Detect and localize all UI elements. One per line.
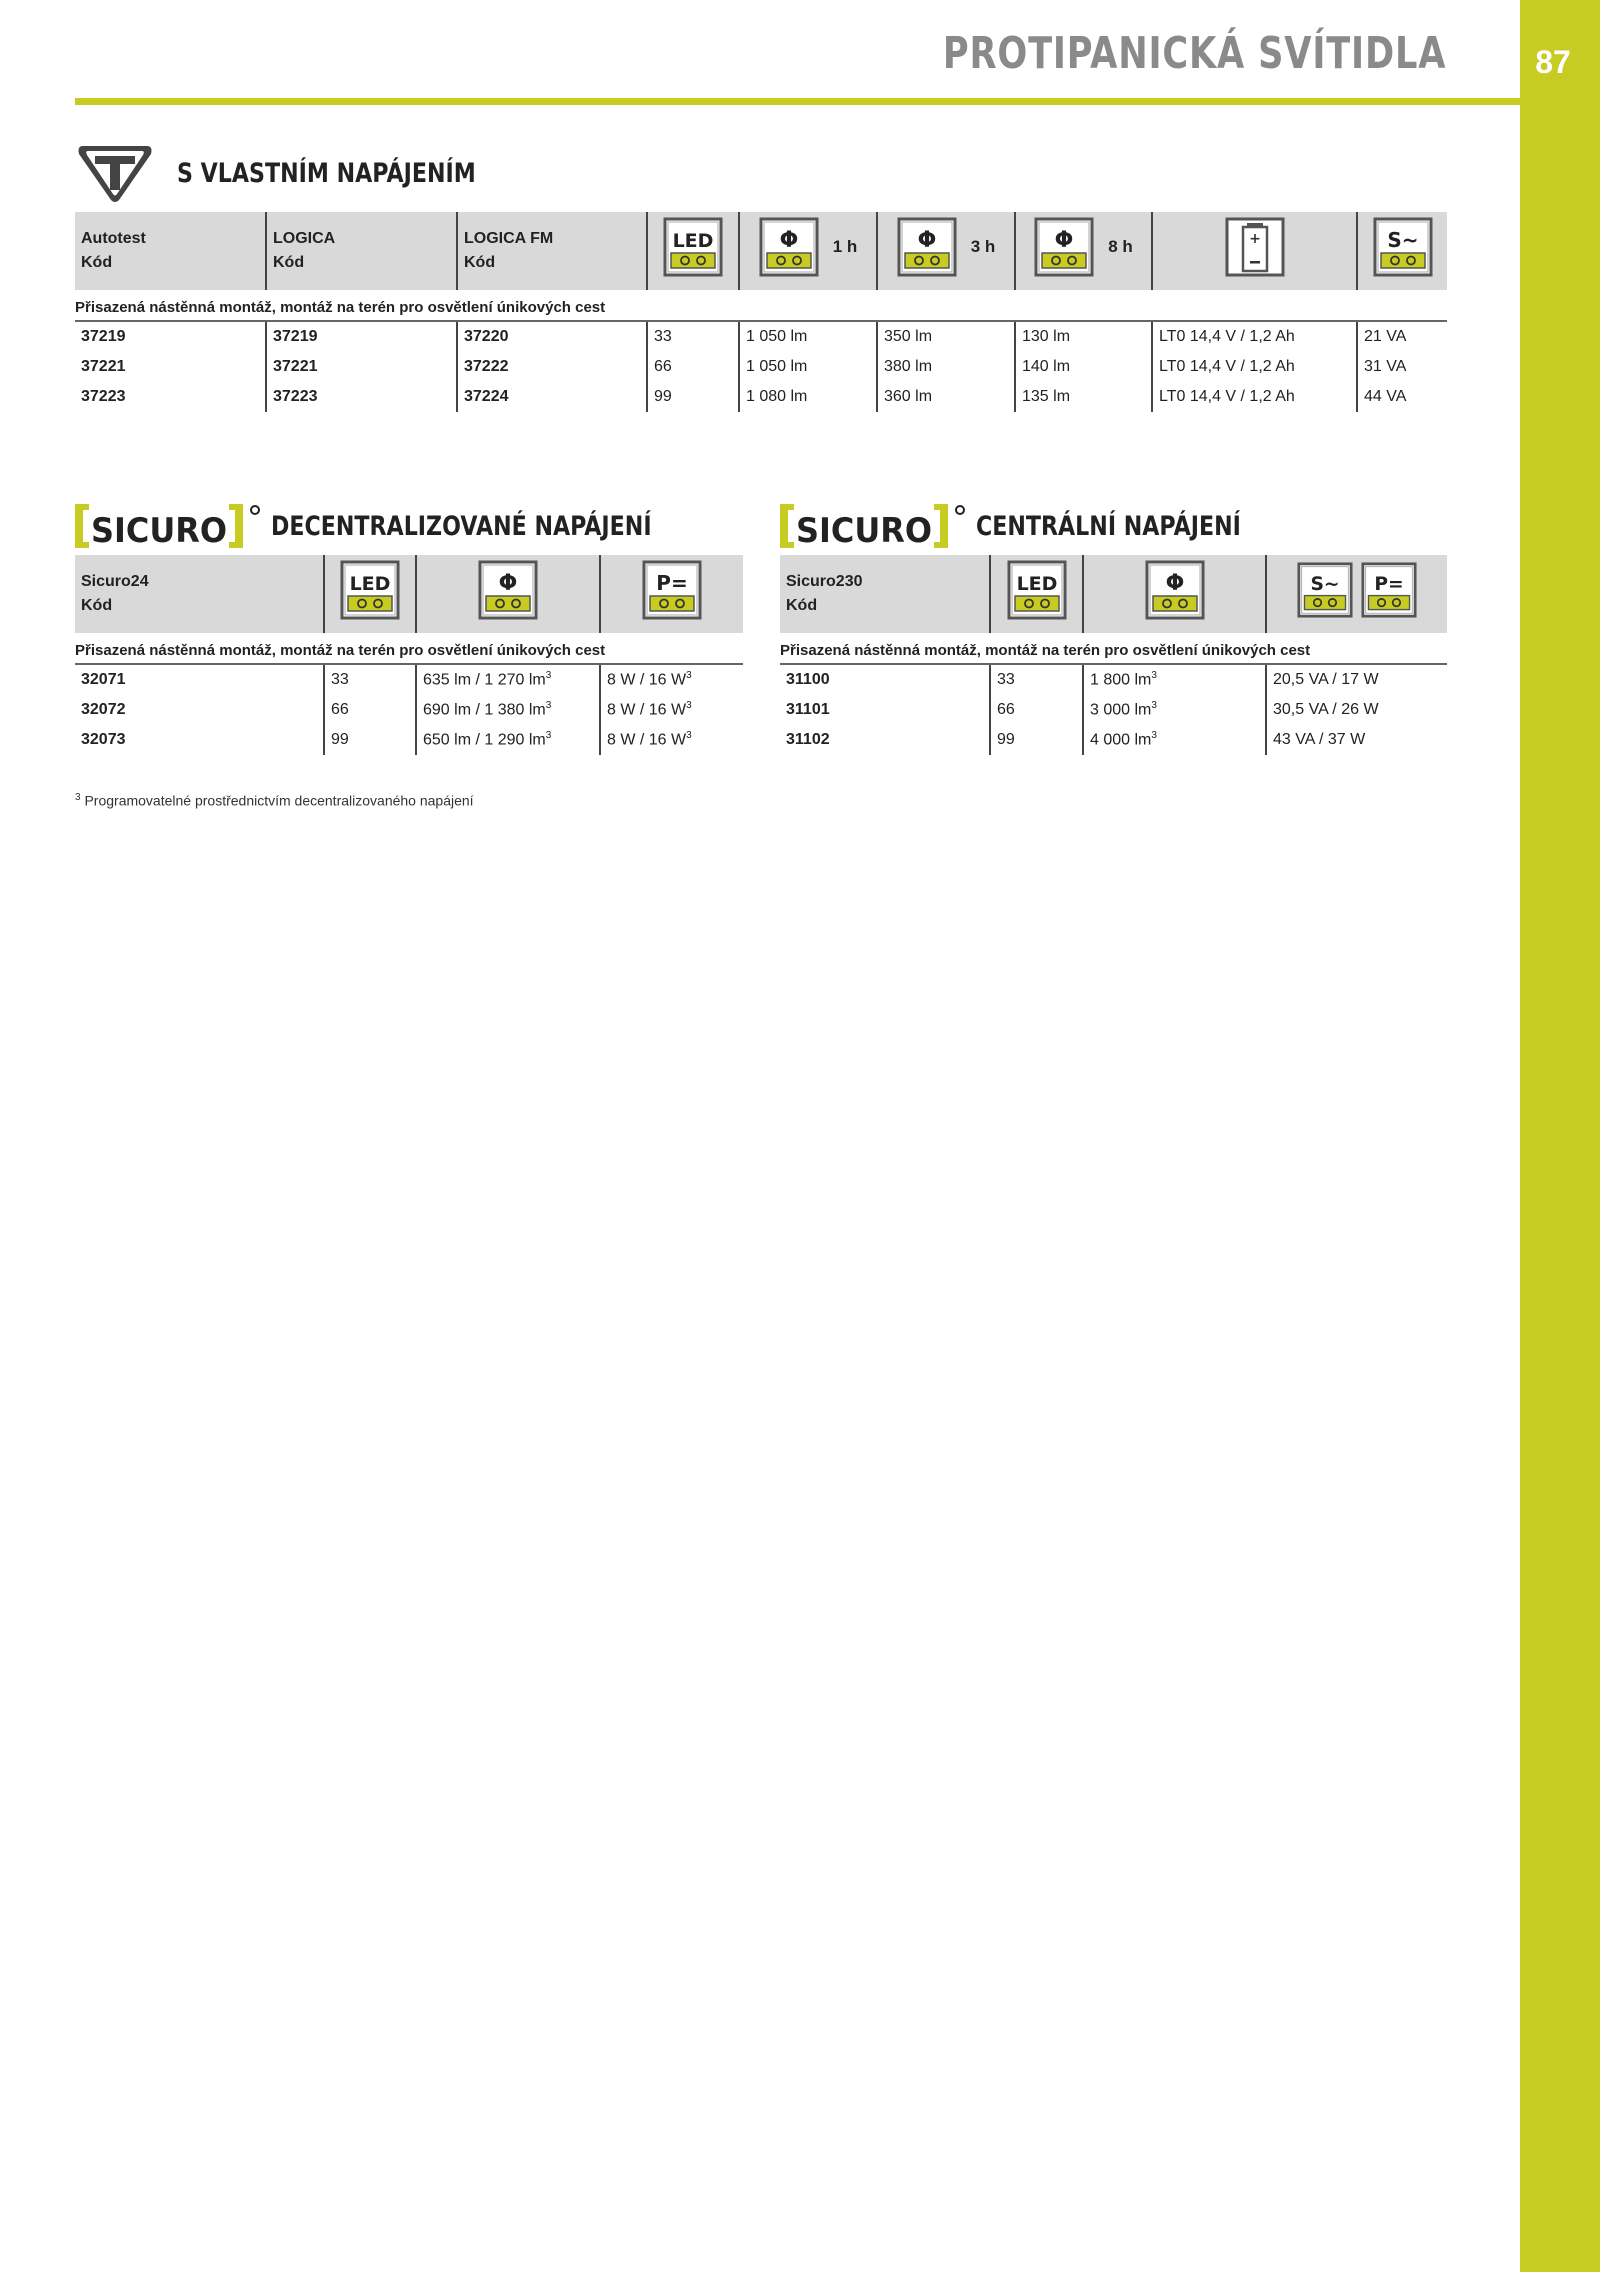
svg-text:S~: S~ xyxy=(1386,228,1419,252)
header-sicuro24: Sicuro24 Kód xyxy=(75,555,324,633)
table-row: 32073 99 650 lm / 1 290 $lm^3$ 8 W / 16 $W^3$ xyxy=(75,725,743,755)
table-row: 37223 37223 37224 99 1 080 lm 360 lm 135 lm LT0 14,4 V / 1,2 Ah 44 VA xyxy=(75,382,1447,412)
section3-caption: Přisazená nástěnná montáž, montáž na terén pro osvětlení únikových cest xyxy=(780,633,1447,664)
flux-icon xyxy=(897,217,957,277)
svg-text:Φ: Φ xyxy=(1054,228,1074,253)
table-row: 32072 66 690 lm / 1 380 $lm^3$ 8 W / 16 $W^3$ xyxy=(75,695,743,725)
header-s-ac-p-dc xyxy=(1266,555,1447,633)
header-led xyxy=(647,212,739,290)
section3-heading xyxy=(780,500,1299,552)
header-s-ac xyxy=(1357,212,1447,290)
header-led xyxy=(990,555,1083,633)
header-flux xyxy=(416,555,600,633)
p-dc-icon xyxy=(1361,560,1417,620)
header-autotest: Autotest Kód xyxy=(75,212,266,290)
svg-text:Φ: Φ xyxy=(1165,571,1184,596)
header-sicuro230: Sicuro230 Kód xyxy=(780,555,990,633)
section1-title: S VLASTNÍM NAPÁJENÍM xyxy=(177,157,476,189)
side-accent-bar xyxy=(1520,0,1600,2272)
svg-text:LED: LED xyxy=(349,573,391,595)
footnote: $^3$ Programovatelné prostřednictvím decentralizovaného napájení xyxy=(75,792,474,809)
header-flux-1h: Φ 1 h xyxy=(739,212,877,290)
svg-text:SICURO: SICURO xyxy=(796,511,932,551)
page-title: PROTIPANICKÁ SVÍTIDLA xyxy=(942,28,1446,79)
s-ac-icon xyxy=(1373,217,1433,277)
section2-title: DECENTRALIZOVANÉ NAPÁJENÍ xyxy=(271,510,652,542)
p-dc-icon xyxy=(642,560,702,620)
led-icon xyxy=(340,560,400,620)
svg-text:S~: S~ xyxy=(1310,574,1340,595)
svg-text:Φ: Φ xyxy=(779,228,799,253)
table-row: 31102 99 4 000 $lm^3$ 43 VA / 37 W xyxy=(780,725,1447,755)
section2-caption: Přisazená nástěnná montáž, montáž na terén pro osvětlení únikových cest xyxy=(75,633,743,664)
section2-table xyxy=(75,555,743,755)
header-p-dc xyxy=(600,555,743,633)
battery-icon xyxy=(1225,217,1285,277)
svg-text:Φ: Φ xyxy=(917,228,937,253)
svg-text:LED: LED xyxy=(672,230,714,252)
svg-text:P=: P= xyxy=(1374,574,1404,595)
table-row: 37219 37219 37220 33 1 050 lm 350 lm 130 lm LT0 14,4 V / 1,2 Ah 21 VA xyxy=(75,321,1447,352)
header-logica: LOGICA Kód xyxy=(266,212,457,290)
section1-table xyxy=(75,212,1447,412)
header-flux xyxy=(1083,555,1266,633)
header-flux-8h: Φ 8 h xyxy=(1015,212,1152,290)
table-row: 37221 37221 37222 66 1 050 lm 380 lm 140 lm LT0 14,4 V / 1,2 Ah 31 VA xyxy=(75,352,1447,382)
led-icon xyxy=(1007,560,1067,620)
header-logica-fm: LOGICA FM Kód xyxy=(457,212,647,290)
table-row: 31100 33 1 800 $lm^3$ 20,5 VA / 17 W xyxy=(780,664,1447,695)
led-icon xyxy=(663,217,723,277)
flux-icon xyxy=(1145,560,1205,620)
s-ac-icon xyxy=(1297,560,1353,620)
section3-table xyxy=(780,555,1447,755)
sicuro-logo-icon xyxy=(75,500,263,552)
svg-text:Φ: Φ xyxy=(498,571,518,596)
flux-icon xyxy=(478,560,538,620)
table-row: 31101 66 3 000 $lm^3$ 30,5 VA / 26 W xyxy=(780,695,1447,725)
svg-text:+: + xyxy=(1248,231,1261,247)
flux-icon xyxy=(1034,217,1094,277)
flux-icon xyxy=(759,217,819,277)
section1-heading xyxy=(75,142,541,204)
header-led xyxy=(324,555,416,633)
svg-text:P=: P= xyxy=(656,571,688,595)
sicuro-logo-icon xyxy=(780,500,968,552)
header-battery xyxy=(1152,212,1357,290)
svg-text:LED: LED xyxy=(1016,573,1057,595)
page-number: 87 xyxy=(1535,44,1571,80)
section3-title: CENTRÁLNÍ NAPÁJENÍ xyxy=(976,510,1241,542)
title-rule xyxy=(75,98,1520,105)
header-flux-3h: Φ 3 h xyxy=(877,212,1015,290)
t-shield-icon xyxy=(75,142,155,204)
svg-text:SICURO: SICURO xyxy=(91,511,227,551)
section1-caption: Přisazená nástěnná montáž, montáž na terén pro osvětlení únikových cest xyxy=(75,290,1447,321)
section2-heading xyxy=(75,500,735,552)
table-row: 32071 33 635 lm / 1 270 $lm^3$ 8 W / 16 $W^3$ xyxy=(75,664,743,695)
